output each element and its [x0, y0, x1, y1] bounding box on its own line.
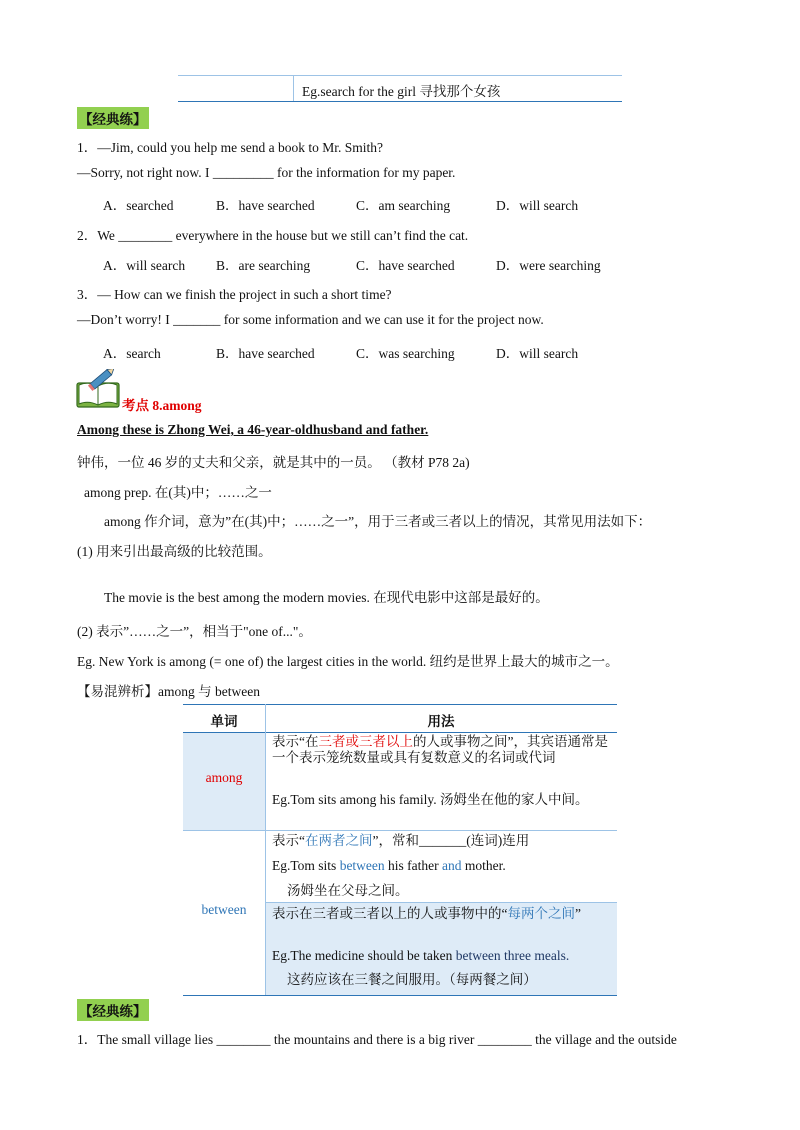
q1-option-d: D．will search: [496, 198, 579, 213]
between-word: between: [201, 902, 247, 917]
q1-option-c: C．am searching: [356, 198, 451, 213]
between-usage-2: 表示在三者或三者以上的人或事物中的“每两个之间”: [272, 906, 581, 921]
exercise-tag-2: 【经典练】: [77, 999, 149, 1021]
between-example-1-cn: 汤姆坐在父母之间。: [287, 883, 409, 898]
sub-row-divider: [265, 902, 617, 903]
book-pencil-icon: [76, 369, 120, 409]
q3-option-c: C．was searching: [356, 346, 455, 361]
usage-1-example: The movie is the best among the modern movies. 在现代电影中这部是最好的。: [104, 590, 549, 605]
top-table: [178, 75, 622, 102]
table-border-top: [178, 75, 622, 76]
between-usage-1: 表示“在两者之间”，常和_______(连词)连用: [272, 833, 530, 848]
confusion-heading: 【易混辨析】among 与 between: [77, 684, 260, 699]
q2-option-d: D．were searching: [496, 258, 601, 273]
table-cell-example: Eg.search for the girl 寻找那个女孩: [302, 84, 501, 99]
kaodian-title: 考点 8.among: [122, 398, 202, 413]
between-example-2: Eg.The medicine should be taken between three meals.: [272, 948, 570, 963]
header-word: 单词: [210, 714, 238, 729]
exercise-tag: 【经典练】: [77, 107, 149, 129]
q3-option-b: B．have searched: [216, 346, 315, 361]
question-3-stem: 3．— How can we finish the project in such a short time?: [77, 287, 392, 302]
table-border-bottom: [183, 995, 617, 996]
q3-option-d: D．will search: [496, 346, 579, 361]
q1-option-b: B．have searched: [216, 198, 315, 213]
question-2-stem: 2．We ________ everywhere in the house but we still can’t find the cat.: [77, 228, 469, 243]
question-1-line2: —Sorry, not right now. I _________ for the information for my paper.: [77, 165, 456, 180]
q1-option-a: A．searched: [103, 198, 174, 213]
among-example: Eg.Tom sits among his family. 汤姆坐在他的家人中间。: [272, 792, 589, 807]
usage-2: (2) 表示”……之一”，相当于"one of..."。: [77, 624, 312, 639]
table-divider: [293, 75, 294, 102]
between-example-2-cn: 这药应该在三餐之间服用。（每两餐之间）: [287, 972, 537, 987]
question-3-line2: —Don’t worry! I _______ for some information and we can use it for the project now.: [77, 312, 544, 327]
table-border-bottom: [178, 101, 622, 102]
q2-option-c: C．have searched: [356, 258, 455, 273]
comparison-table: [183, 704, 617, 996]
key-sentence-translation: 钟伟，一位 46 岁的丈夫和父亲，就是其中的一员。 （教材 P78 2a): [77, 455, 470, 470]
among-definition: among prep. 在(其)中；……之一: [84, 485, 272, 500]
among-word: among: [205, 770, 243, 785]
among-explanation: among 作介词，意为”在(其)中；……之一”，用于三者或三者以上的情况，其常见用法如下：: [104, 514, 652, 529]
table-col-divider: [265, 704, 266, 996]
exercise-2-question-1: 1．The small village lies ________ the mountains and there is a big river ________ the village and the outside: [77, 1032, 677, 1047]
table-header-row: [183, 704, 617, 733]
question-1-stem: 1．—Jim, could you help me send a book to Mr. Smith?: [77, 140, 383, 155]
between-example-1: Eg.Tom sits between his father and mother.: [272, 858, 506, 873]
key-sentence: Among these is Zhong Wei, a 46-year-oldhusband and father.: [77, 422, 429, 437]
q2-option-b: B．are searching: [216, 258, 311, 273]
q2-option-a: A．will search: [103, 258, 186, 273]
among-usage: 表示“在三者或三者以上的人或事物之间”，其宾语通常是一个表示笼统数量或具有复数意义的名词或代词: [272, 734, 608, 765]
q3-option-a: A．search: [103, 346, 161, 361]
usage-1: (1) 用来引出最高级的比较范围。: [77, 544, 272, 559]
header-usage: 用法: [427, 714, 455, 729]
row-divider: [183, 830, 617, 831]
usage-2-example: Eg. New York is among (= one of) the largest cities in the world. 纽约是世界上最大的城市之一。: [77, 654, 619, 669]
